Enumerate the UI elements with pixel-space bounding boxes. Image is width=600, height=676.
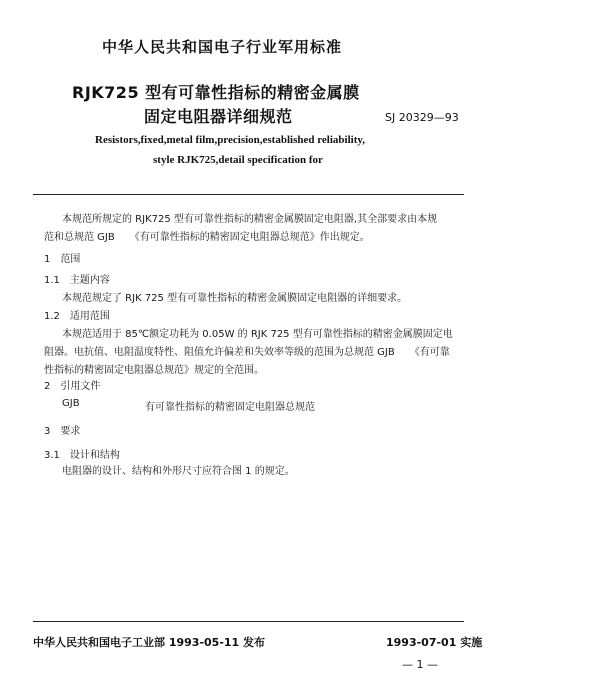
standard-number: SJ 20329—93 [385, 111, 459, 124]
section-3-heading: 3 要求 [44, 426, 81, 437]
org-header: 中华人民共和国电子行业军用标准 [102, 38, 343, 56]
english-title-line-1: Resistors,fixed,metal film,precision,established reliability, [95, 134, 365, 146]
reference-title: 有可靠性指标的精密固定电阻器总规范 [145, 402, 315, 413]
section-3-1-text: 电阻器的设计、结构和外形尺寸应符合图 1 的规定。 [62, 466, 295, 477]
section-1-2-heading: 1.2 适用范围 [44, 311, 110, 322]
section-1-2-line-2: 阻器。电抗值、电阻温度特性、阻值允许偏差和失效率等级的范围为总规范 GJB 《有可靠 [44, 347, 450, 358]
section-1-1-heading: 1.1 主题内容 [44, 275, 110, 286]
intro-paragraph-line-1: 本规范所规定的 RJK725 型有可靠性指标的精密金属膜固定电阻器,其全部要求由本规 [62, 214, 438, 225]
bottom-divider [33, 621, 464, 622]
title-line-2: 固定电阻器详细规范 [144, 107, 293, 126]
reference-code: GJB [62, 398, 80, 409]
top-divider [33, 194, 464, 195]
page-number: — 1 — [402, 658, 438, 671]
english-title-line-2: style RJK725,detail specification for [153, 154, 323, 166]
section-2-heading: 2 引用文件 [44, 381, 101, 392]
effective-date: 1993-07-01 实施 [386, 636, 483, 649]
section-1-heading: 1 范围 [44, 254, 81, 265]
section-1-2-line-3: 性指标的精密固定电阻器总规范》规定的全范围。 [44, 365, 264, 376]
section-3-1-heading: 3.1 设计和结构 [44, 450, 120, 461]
title-line-1: RJK725 型有可靠性指标的精密金属膜 [72, 83, 360, 102]
section-1-2-line-1: 本规范适用于 85℃额定功耗为 0.05W 的 RJK 725 型有可靠性指标的精密金属膜固定电 [62, 329, 453, 340]
issue-statement: 中华人民共和国电子工业部 1993-05-11 发布 [33, 636, 266, 649]
section-1-1-text: 本规范规定了 RJK 725 型有可靠性指标的精密金属膜固定电阻器的详细要求。 [62, 293, 408, 304]
intro-paragraph-line-2: 范和总规范 GJB 《有可靠性指标的精密固定电阻器总规范》作出规定。 [44, 232, 370, 243]
